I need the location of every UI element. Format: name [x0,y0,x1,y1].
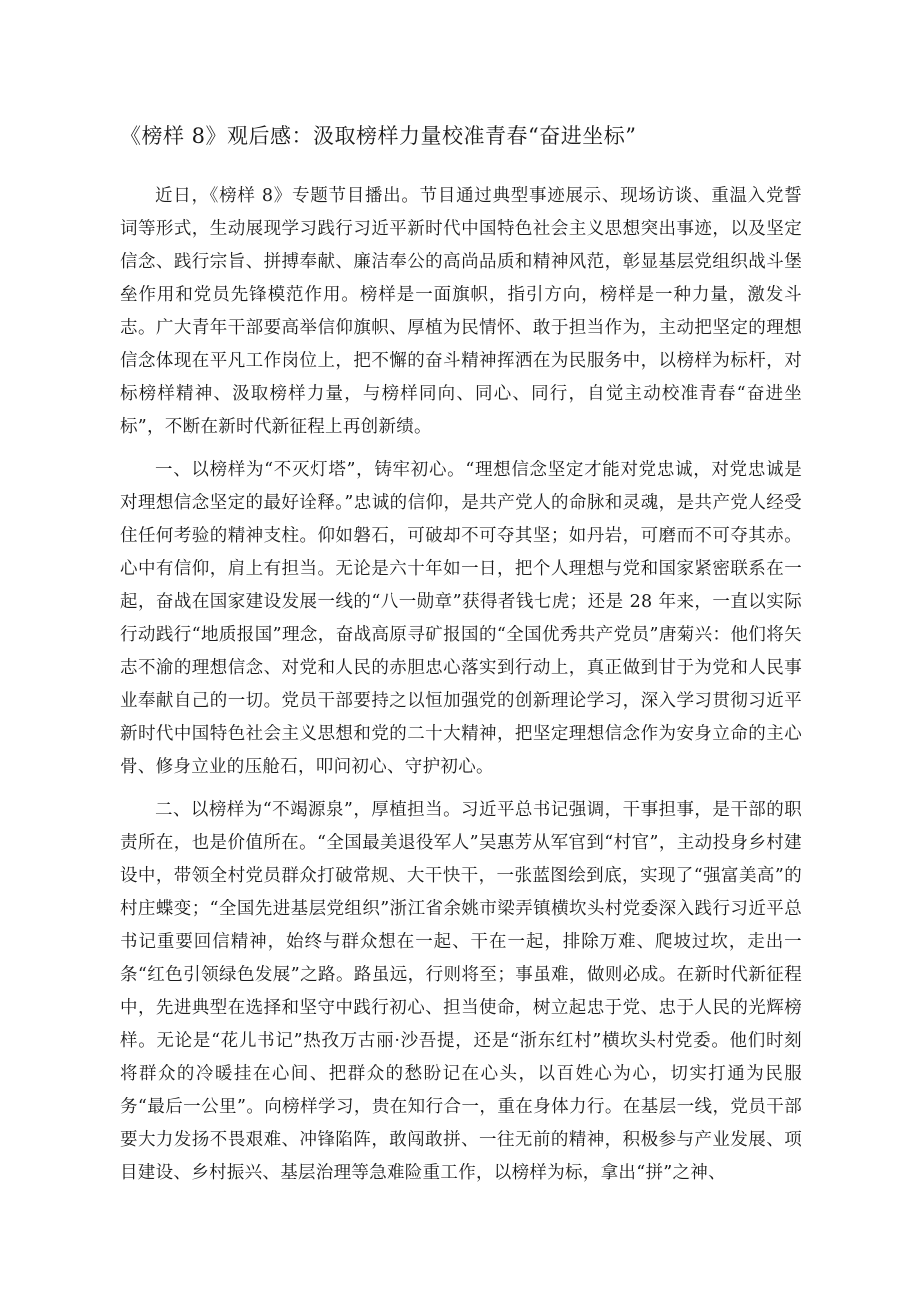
paragraph-section-two: 二、以榜样为“不竭源泉”，厚植担当。习近平总书记强调，干事担事，是干部的职责所在，也是价值所在。“全国最美退役军人”吴惠芳从军官到“村官”，主动投身乡村建设中，带领全村党员群众打破常规、大干快干，一张蓝图绘到底，实现了“强富美高”的村庄蝶变；“全国先进基层党组织”浙江省余姚市梁弄镇横坎头村党委深入践行习近平总书记重要回信精神，始终与群众想在一起、干在一起，排除万难、爬坡过坎，走出一条“红色引领绿色发展”之路。路虽远，行则将至；事虽难，做则必成。在新时代新征程中，先进典型在选择和坚守中践行初心、担当使命，树立起忠于党、忠于人民的光辉榜样。无论是“花儿书记”热孜万古丽·沙吾提，还是“浙东红村”横坎头村党委。他们时刻将群众的冷暖挂在心间、把群众的愁盼记在心头，以百姓心为心，切实打通为民服务“最后一公里”。向榜样学习，贵在知行合一，重在身体力行。在基层一线，党员干部要大力发扬不畏艰难、冲锋陷阵，敢闯敢拼、一往无前的精神，积极参与产业发展、项目建设、乡村振兴、基层治理等急难险重工作，以榜样为标，拿出“拼”之神、 [120,800,802,1183]
document-body [120,180,802,1200]
paragraph-section-one: 一、以榜样为“不灭灯塔”，铸牢初心。“理想信念坚定才能对党忠诚，对党忠诚是对理想信念坚定的最好诠释。”忠诚的信仰，是共产党人的命脉和灵魂，是共产党人经受住任何考验的精神支柱。仰如磐石，可破却不可夺其坚；如丹岩，可磨而不可夺其赤。心中有信仰，肩上有担当。无论是六十年如一日，把个人理想与党和国家紧密联系在一起，奋战在国家建设发展一线的“八一勋章”获得者钱七虎；还是 28 年来，一直以实际行动践行“地质报国”理念，奋战高原寻矿报国的“全国优秀共产党员”唐菊兴：他们将矢志不渝的理想信念、对党和人民的赤胆忠心落实到行动上，真正做到甘于为党和人民事业奉献自己的一切。党员干部要持之以恒加强党的创新理论学习，深入学习贯彻习近平新时代中国特色社会主义思想和党的二十大精神，把坚定理想信念作为安身立命的主心骨、修身立业的压舱石，叩问初心、守护初心。 [120,460,802,777]
document-title: 《榜样 8》观后感：汲取榜样力量校准青春“奋进坐标” [120,124,637,148]
paragraph-intro: 近日，《榜样 8》专题节目播出。节目通过典型事迹展示、现场访谈、重温入党誓词等形式，生动展现学习践行习近平新时代中国特色社会主义思想突出事迹，以及坚定信念、践行宗旨、拼搏奉献、廉洁奉公的高尚品质和精神风范，彰显基层党组织战斗堡垒作用和党员先锋模范作用。榜样是一面旗帜，指引方向，榜样是一种力量，激发斗志。广大青年干部要高举信仰旗帜、厚植为民情怀、敢于担当作为，主动把坚定的理想信念体现在平凡工作岗位上，把不懈的奋斗精神挥洒在为民服务中，以榜样为标杆，对标榜样精神、汲取榜样力量，与榜样同向、同心、同行，自觉主动校准青春“奋进坐标”，不断在新时代新征程上再创新绩。 [120,186,802,437]
